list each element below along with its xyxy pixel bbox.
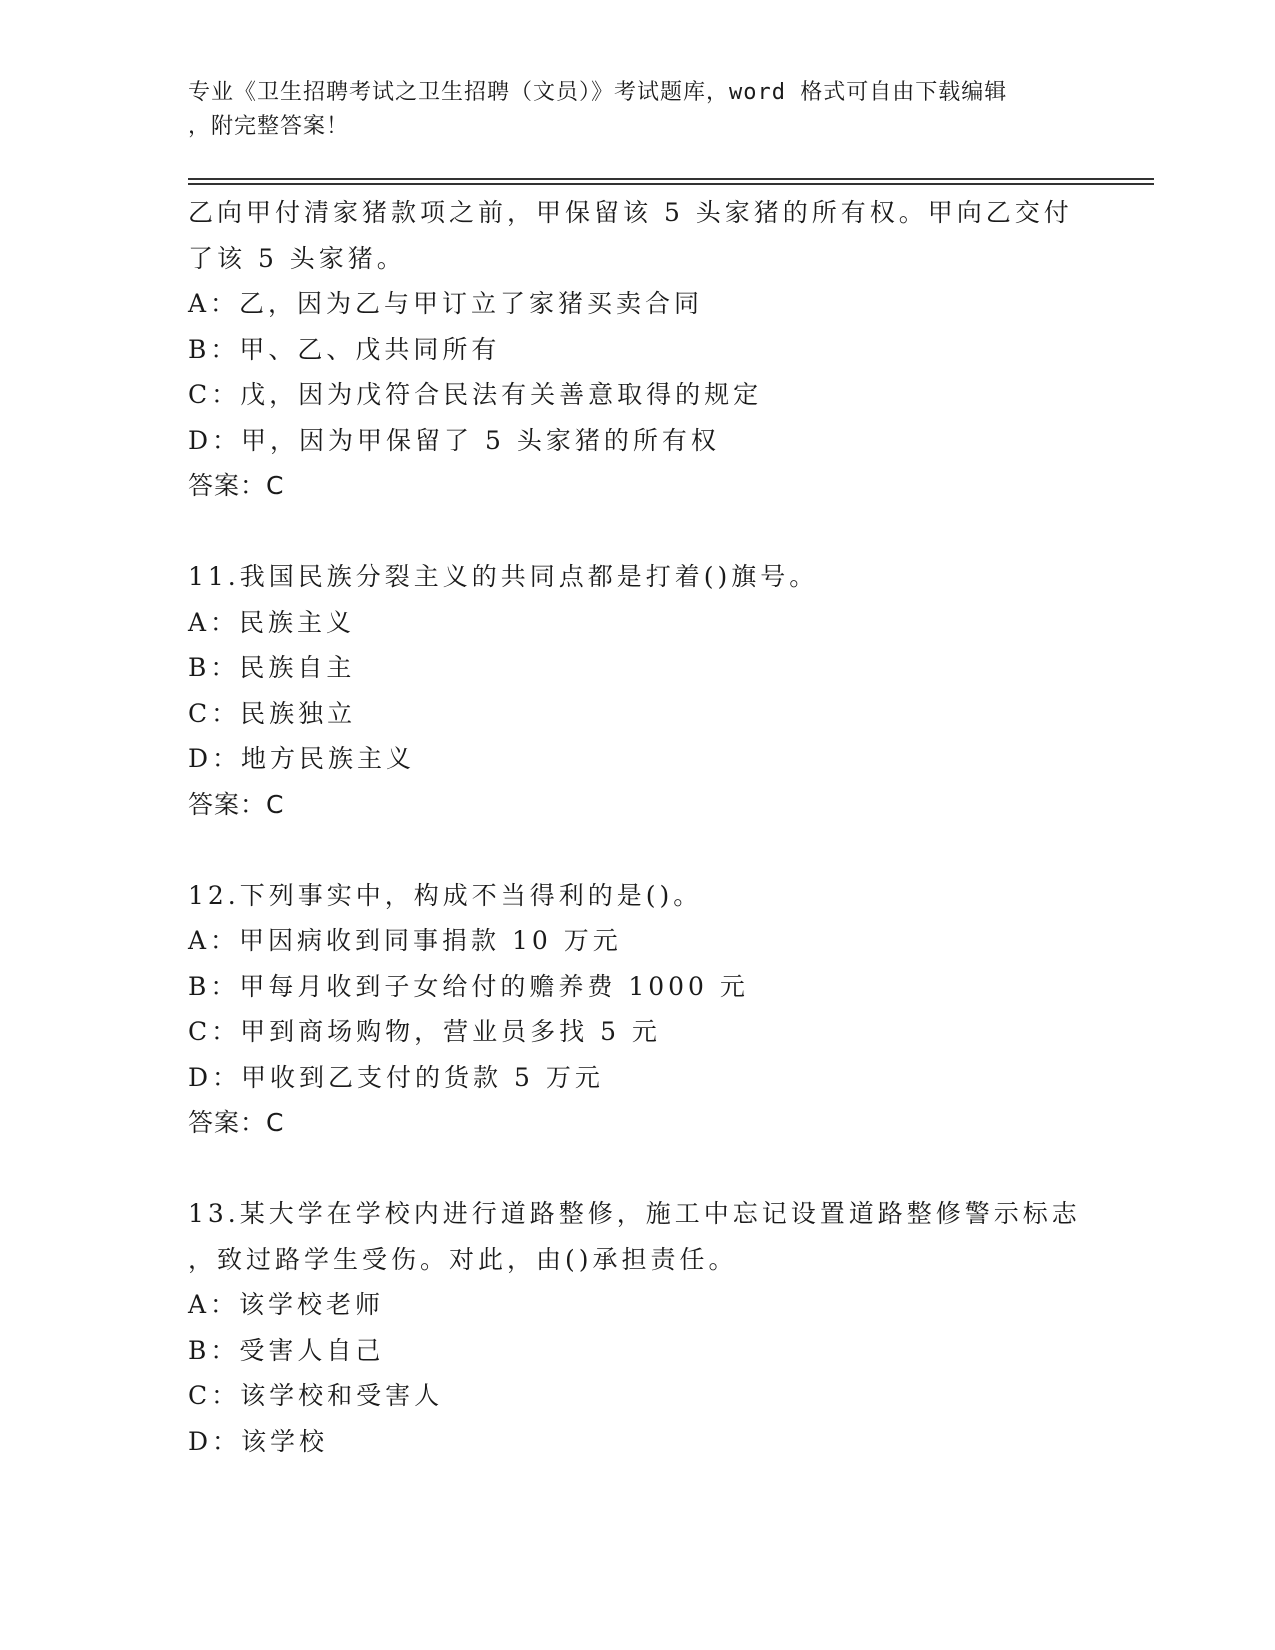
header-title-line-1: 专业《卫生招聘考试之卫生招聘（文员）》考试题库，word 格式可自由下载编辑 — [188, 80, 1008, 105]
option-b: B：甲、乙、戊共同所有 — [188, 334, 501, 364]
option-a: A：该学校老师 — [188, 1290, 385, 1319]
option-a: A：乙，因为乙与甲订立了家猪买卖合同 — [188, 289, 704, 318]
option-d: D：该学校 — [188, 1426, 329, 1456]
question-stem: ，致过路学生受伤。对此，由()承担责任。 — [188, 1244, 738, 1274]
option-d: D：甲，因为甲保留了 5 头家猪的所有权 — [188, 425, 720, 455]
option-c: C：该学校和受害人 — [188, 1381, 444, 1410]
spacer — [188, 1146, 1088, 1192]
option-d: D：地方民族主义 — [188, 744, 416, 773]
question-list — [188, 190, 1088, 1464]
question-block-11 — [188, 554, 1088, 827]
header-divider-bottom — [188, 183, 1154, 185]
option-b: B：民族自主 — [188, 653, 356, 682]
option-b: B：受害人自己 — [188, 1335, 385, 1365]
question-stem: 12.下列事实中，构成不当得利的是()。 — [188, 880, 703, 910]
option-b: B：甲每月收到子女给付的赡养费 1000 元 — [188, 971, 749, 1001]
spacer — [188, 509, 1088, 555]
question-stem: 乙向甲付清家猪款项之前，甲保留该 5 头家猪的所有权。甲向乙交付 — [188, 198, 1073, 227]
header-title-line-2: ，附完整答案！ — [188, 114, 350, 139]
option-a: A：甲因病收到同事捐款 10 万元 — [188, 926, 622, 955]
question-block-12 — [188, 873, 1088, 1146]
option-c: C：民族独立 — [188, 698, 357, 728]
answer-label: 答案：C — [188, 789, 285, 819]
question-stem: 13.某大学在学校内进行道路整修，施工中忘记设置道路整修警示标志 — [188, 1199, 1081, 1228]
answer-label: 答案：C — [188, 1108, 285, 1137]
option-a: A：民族主义 — [188, 607, 356, 637]
question-stem: 了该 5 头家猪。 — [188, 243, 406, 273]
spacer — [188, 827, 1088, 873]
question-block-10 — [188, 190, 1088, 509]
answer-label: 答案：C — [188, 471, 285, 500]
question-block-13 — [188, 1191, 1088, 1464]
header-divider-top — [188, 178, 1154, 180]
option-c: C：戊，因为戊符合民法有关善意取得的规定 — [188, 380, 763, 409]
option-c: C：甲到商场购物，营业员多找 5 元 — [188, 1017, 661, 1046]
question-stem: 11.我国民族分裂主义的共同点都是打着()旗号。 — [188, 562, 819, 591]
document-header — [188, 76, 1088, 144]
option-d: D：甲收到乙支付的货款 5 万元 — [188, 1062, 604, 1092]
